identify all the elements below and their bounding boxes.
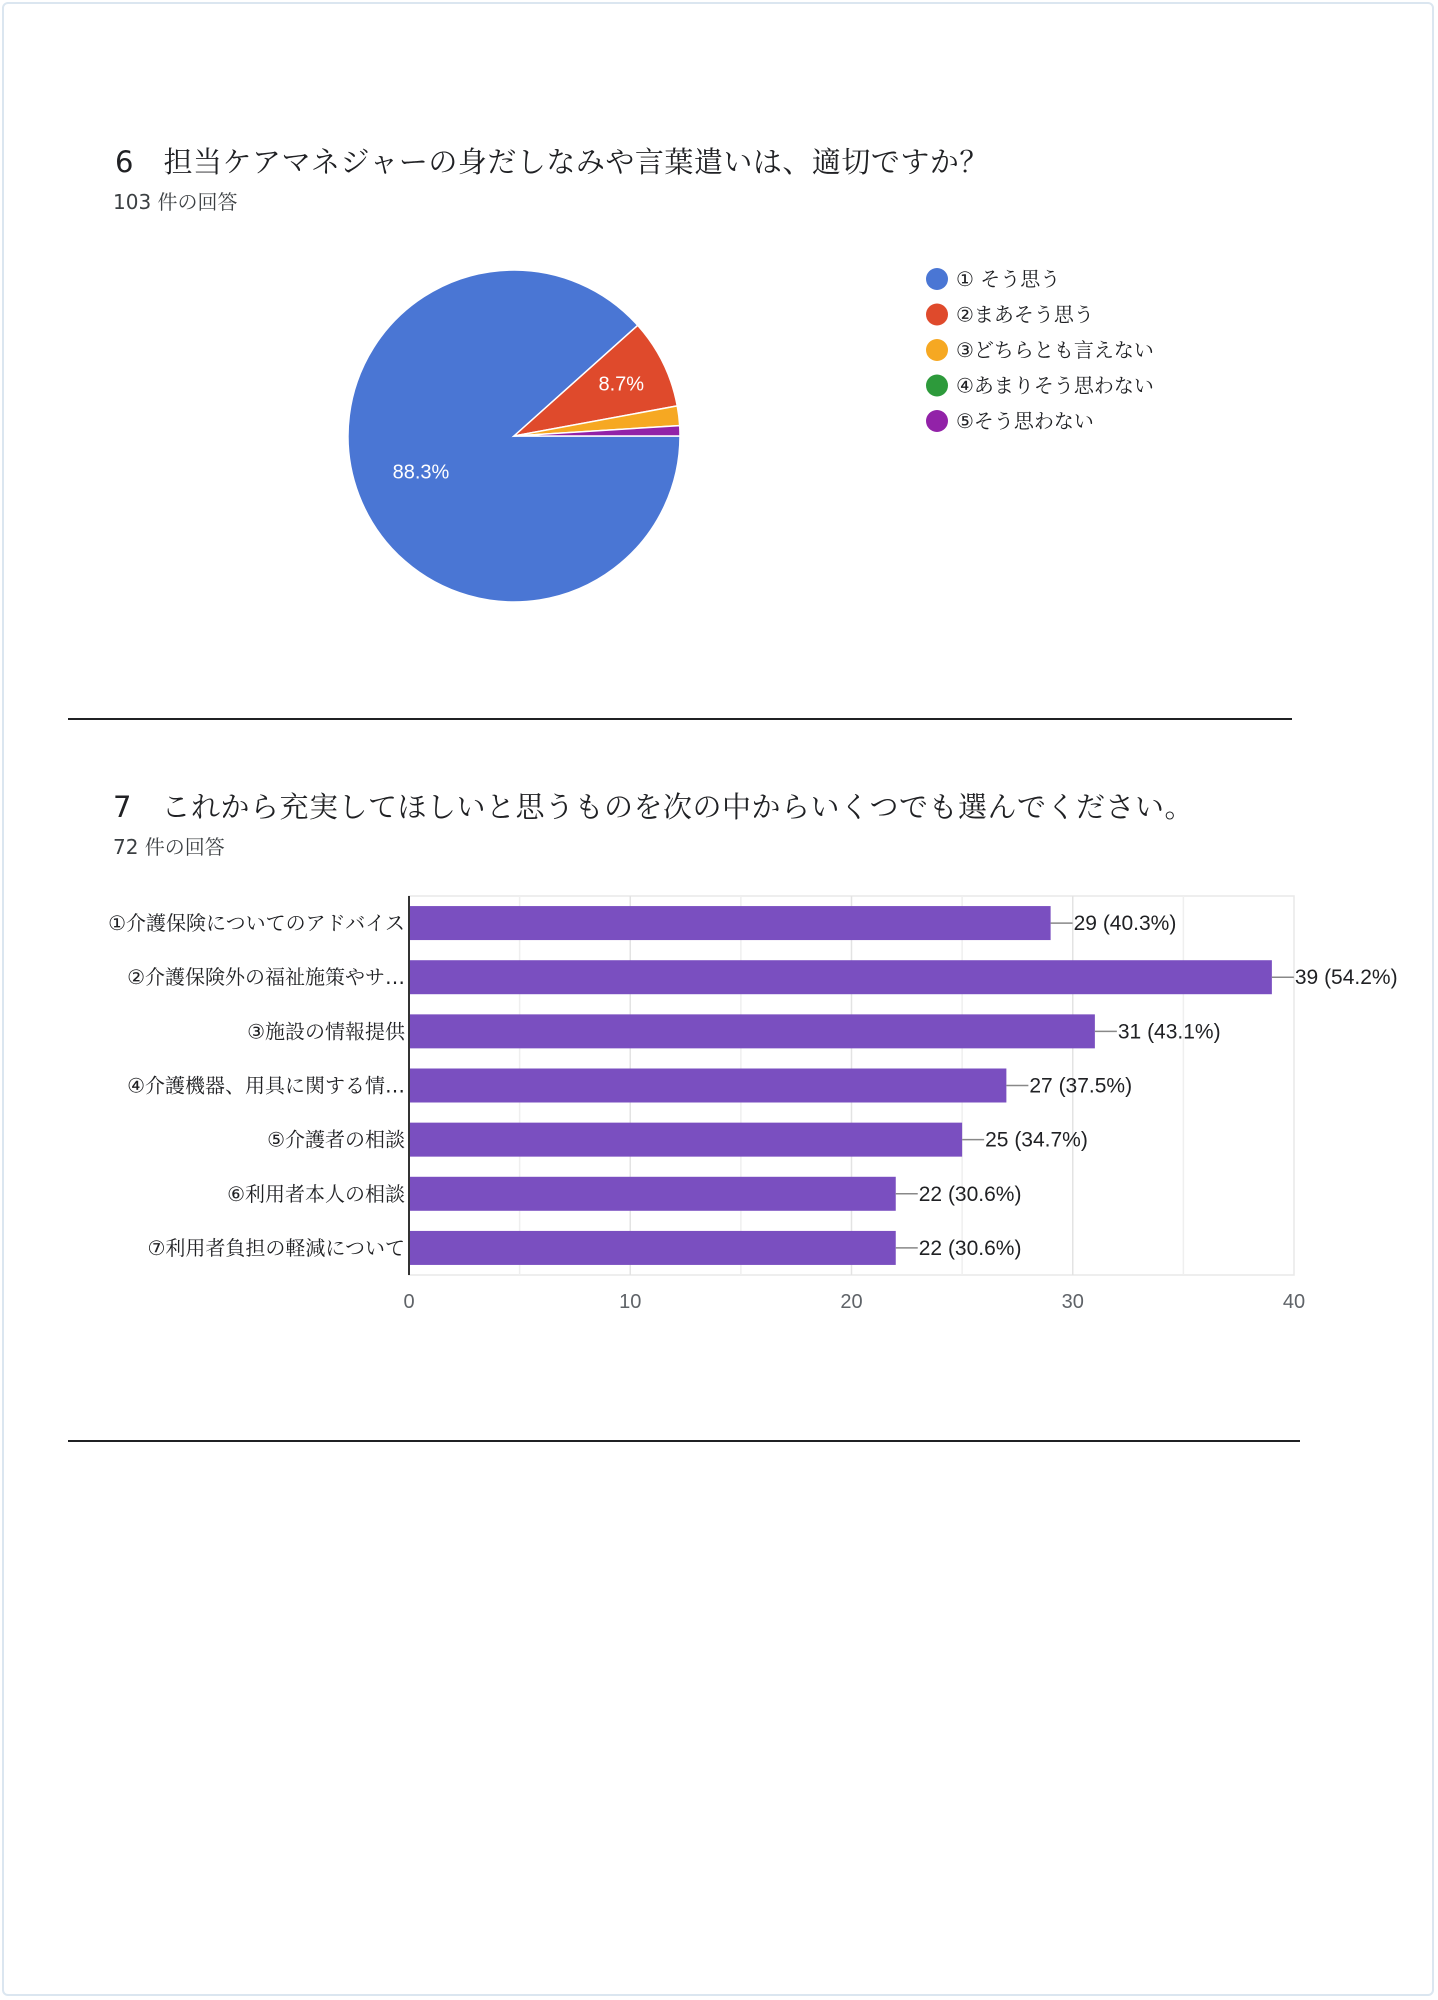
category-label: ④介護機器、用具に関する情… bbox=[127, 1073, 405, 1098]
bar bbox=[410, 1014, 1095, 1048]
category-label: ⑥利用者本人の相談 bbox=[227, 1181, 405, 1206]
legend-entry: ④あまりそう思わない bbox=[956, 373, 1154, 398]
category-label: ⑦利用者負担の軽減について bbox=[147, 1235, 405, 1260]
pie-slice-label: 88.3% bbox=[392, 461, 450, 484]
bar bbox=[410, 1123, 962, 1157]
value-label: 27 (37.5%) bbox=[1029, 1074, 1133, 1098]
bar bbox=[410, 906, 1051, 940]
value-label: 31 (43.1%) bbox=[1117, 1020, 1221, 1044]
category-label: ③施設の情報提供 bbox=[247, 1019, 405, 1044]
category-label: ⑤介護者の相談 bbox=[267, 1127, 405, 1152]
question-6-title: 6 担当ケアマネジャーの身だしなみや言葉遣いは、適切ですか？ bbox=[115, 145, 989, 179]
legend-entry: ① そう思う bbox=[956, 267, 1061, 291]
bar bbox=[410, 960, 1272, 994]
value-label: 25 (34.7%) bbox=[985, 1128, 1088, 1152]
value-label: 22 (30.6%) bbox=[918, 1236, 1022, 1260]
category-label: ①介護保険についてのアドバイス bbox=[108, 911, 405, 936]
value-label: 39 (54.2%) bbox=[1294, 966, 1398, 990]
value-label: 22 (30.6%) bbox=[918, 1182, 1022, 1206]
x-tick-label: 0 bbox=[403, 1291, 415, 1313]
bar bbox=[410, 1069, 1006, 1103]
question-6-response-count: 103 件の回答 bbox=[113, 190, 238, 214]
question-7-response-count: 72 件の回答 bbox=[113, 835, 225, 859]
legend-entry: ③どちらとも言えない bbox=[956, 338, 1154, 362]
question-7-title: 7 これから充実してほしいと思うものを次の中からいくつでも選んでください。 bbox=[113, 790, 1194, 824]
legend-entry: ⑤そう思わない bbox=[956, 409, 1094, 433]
x-tick-label: 20 bbox=[840, 1291, 863, 1313]
bar bbox=[410, 1231, 896, 1265]
x-tick-label: 40 bbox=[1282, 1291, 1306, 1313]
x-tick-label: 10 bbox=[619, 1291, 642, 1313]
pie-slice-label: 8.7% bbox=[598, 373, 645, 396]
legend-entry: ②まあそう思う bbox=[956, 302, 1094, 327]
x-tick-label: 30 bbox=[1061, 1291, 1084, 1313]
section-divider bbox=[68, 1440, 1300, 1442]
bar bbox=[410, 1177, 896, 1211]
category-label: ②介護保険外の福祉施策やサ… bbox=[127, 965, 405, 990]
value-label: 29 (40.3%) bbox=[1073, 912, 1177, 936]
